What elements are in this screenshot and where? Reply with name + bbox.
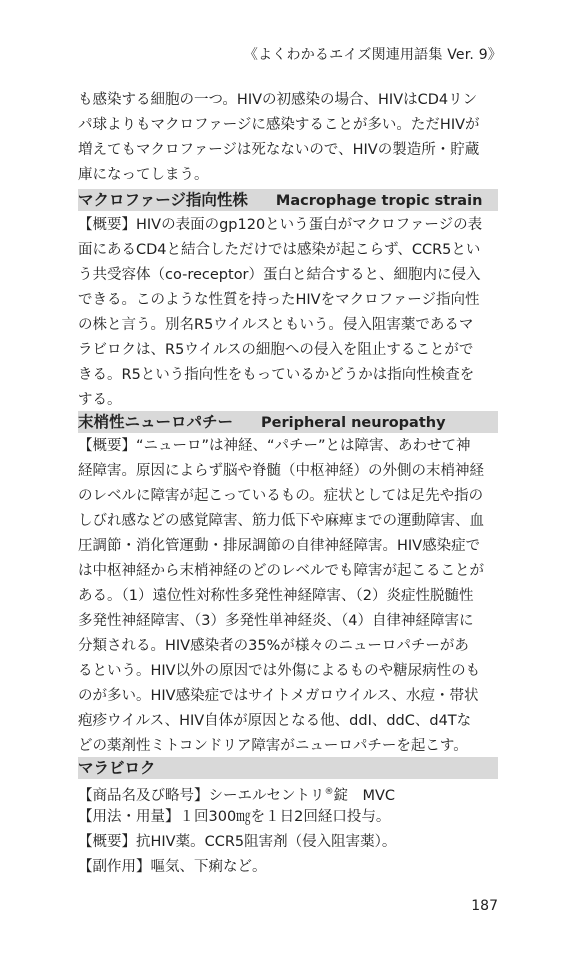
- term-heading-en: Macrophage tropic strain: [275, 193, 483, 209]
- text-line: ラビロクは、R5ウイルスの細胞への侵入を阻止することがで: [78, 342, 474, 358]
- intro-paragraph: [78, 88, 506, 188]
- text-line: する。: [78, 392, 122, 408]
- text-line: う共受容体（co-receptor）蛋白と結合すると、細胞内に侵入: [78, 267, 481, 283]
- text-line: も感染する細胞の一つ。HIVの初感染の場合、HIVはCD4リン: [78, 92, 478, 108]
- term-heading-maraviroc: [78, 757, 498, 779]
- text-line: 増えてもマクロファージは死なないので、HIVの製造所・貯蔵: [78, 142, 480, 158]
- usage-line: 【用法・用量】１回300㎎を１日2回経口投与。: [78, 809, 391, 825]
- running-header: 《よくわかるエイズ関連用語集 Ver. 9》: [243, 47, 502, 63]
- text-line: 疱疹ウイルス、HIV自体が原因となる他、ddI、ddC、d4Tな: [78, 713, 472, 729]
- text-line: るという。HIV以外の原因では外傷によるものや糖尿病性のも: [78, 663, 481, 679]
- text-line: 庫になってしまう。: [78, 167, 209, 183]
- text-line: できる。このような性質を持ったHIVをマクロファージ指向性: [78, 292, 480, 308]
- side-effects-line: 【副作用】嘔気、下痢など。: [78, 859, 267, 875]
- peripheral-neuropathy-body: [78, 434, 506, 759]
- term-heading-en: Peripheral neuropathy: [261, 415, 446, 431]
- term-heading-ja: マラビロク: [78, 759, 156, 777]
- text-line: のレベルに障害が起こっているもの。症状としては足先や指の: [78, 488, 484, 504]
- registered-mark: ®: [324, 787, 334, 797]
- text-line: 圧調節・消化管運動・排尿調節の自律神経障害。HIV感染症で: [78, 538, 481, 554]
- text-line: しびれ感などの感覚障害、筋力低下や麻痺までの運動障害、血: [78, 513, 484, 529]
- text-line: 分類される。HIV感染者の35%が様々のニューロパチーがあ: [78, 638, 469, 654]
- term-heading-peripheral-neuropathy: [78, 411, 498, 433]
- text-line: は中枢神経から末梢神経のどのレベルでも障害が起こることが: [78, 563, 484, 579]
- text-line: きる。R5という指向性をもっているかどうかは指向性検査を: [78, 367, 475, 383]
- text-line: どの薬剤性ミトコンドリア障害がニューロパチーを起こす。: [78, 738, 468, 754]
- text-line: 【概要】HIVの表面のgp120という蛋白がマクロファージの表: [78, 217, 483, 233]
- text-line: の株と言う。別名R5ウイルスともいう。侵入阻害薬であるマ: [78, 317, 474, 333]
- text-line: ある。（1）遠位性対称性多発性神経障害、（2）炎症性脱髄性: [78, 588, 474, 604]
- text-line: 経障害。原因によらず脳や脊髄（中枢神経）の外側の末梢神経: [78, 463, 484, 479]
- macrophage-tropic-strain-body: [78, 213, 506, 413]
- brand-name-line: 【商品名及び略号】シーエルセントリ®錠 MVC: [78, 787, 396, 804]
- term-heading-ja: マクロファージ指向性株: [78, 191, 248, 209]
- term-heading-macrophage-tropic-strain: [78, 189, 498, 211]
- maraviroc-body: [78, 780, 506, 880]
- text-line: 【概要】“ニューロ”は神経、“パチー”とは障害、あわせて神: [78, 438, 471, 454]
- text-line: のが多い。HIV感染症ではサイトメガロウイルス、水痘・帯状: [78, 688, 479, 704]
- term-heading-ja: 末梢性ニューロパチー: [78, 413, 234, 431]
- page-number: 187: [471, 898, 498, 914]
- text-line: 面にあるCD4と結合しただけでは感染が起こらず、CCR5とい: [78, 242, 481, 258]
- text-line: パ球よりもマクロファージに感染することが多い。ただHIVが: [78, 117, 480, 133]
- text-line: 多発性神経障害、（3）多発性単神経炎、（4）自律神経障害に: [78, 613, 474, 629]
- overview-line: 【概要】抗HIV薬。CCR5阻害剤（侵入阻害薬）。: [78, 834, 397, 850]
